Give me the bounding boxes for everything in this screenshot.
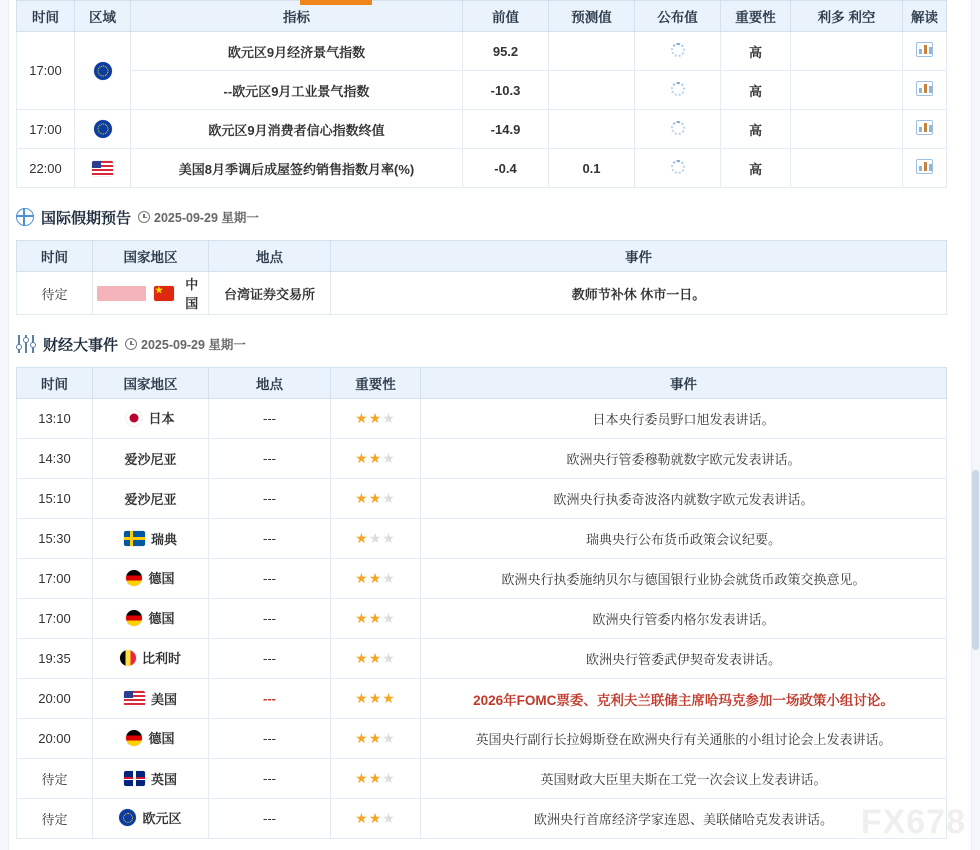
- cell-previous: -0.4: [463, 149, 549, 188]
- gb-flag-icon: [124, 771, 145, 786]
- cell-region: [75, 149, 131, 188]
- cell-place: ---: [209, 479, 331, 519]
- globe-icon: [16, 208, 34, 226]
- cell-place: ---: [209, 679, 331, 719]
- star-rating: ★★★: [355, 490, 396, 506]
- country-label: 爱沙尼亚: [124, 452, 177, 467]
- holiday-section: [16, 240, 946, 315]
- cell-time: 14:30: [17, 439, 93, 479]
- active-tab-accent-bar: [300, 0, 372, 5]
- cell-place: 台湾证券交易所: [209, 272, 331, 315]
- table-row[interactable]: [17, 679, 947, 719]
- loading-spinner-icon: [671, 160, 685, 174]
- table-row[interactable]: [17, 399, 947, 439]
- cell-previous: 95.2: [463, 32, 549, 71]
- clock-icon: [138, 211, 150, 223]
- loading-spinner-icon: [671, 82, 685, 96]
- cell-importance: 高: [721, 110, 791, 149]
- cell-published: [635, 110, 721, 149]
- chart-icon[interactable]: [916, 159, 933, 174]
- star-rating: ★★★: [355, 530, 396, 546]
- chart-icon[interactable]: [916, 120, 933, 135]
- country-label: 中国: [185, 277, 199, 311]
- col-indicator: 指标: [131, 1, 463, 32]
- cell-country: [93, 519, 209, 559]
- table-row[interactable]: [17, 799, 947, 839]
- cell-importance: [331, 439, 421, 479]
- loading-spinner-icon: [671, 121, 685, 135]
- cell-importance: [331, 519, 421, 559]
- cell-importance: [331, 759, 421, 799]
- cell-time: 19:35: [17, 639, 93, 679]
- cell-event: 教师节补休 休市一日。: [331, 272, 947, 315]
- cell-forecast: [549, 110, 635, 149]
- cell-importance: [331, 719, 421, 759]
- be-flag-icon: [120, 650, 136, 666]
- cell-place: ---: [209, 439, 331, 479]
- cell-importance: 高: [721, 71, 791, 110]
- cell-importance: [331, 479, 421, 519]
- cell-previous: -10.3: [463, 71, 549, 110]
- star-rating: ★★★: [355, 450, 396, 466]
- cell-time: 20:00: [17, 679, 93, 719]
- cell-country: [93, 272, 209, 315]
- star-rating: ★★★: [355, 690, 396, 706]
- cell-importance: 高: [721, 32, 791, 71]
- cell-region: [75, 110, 131, 149]
- table-row[interactable]: [17, 719, 947, 759]
- col-forecast: 预测值: [549, 1, 635, 32]
- table-row[interactable]: [17, 519, 947, 559]
- country-label: 比利时: [141, 651, 181, 667]
- cell-impact: [791, 110, 903, 149]
- cell-time: 22:00: [17, 149, 75, 188]
- cell-time: 待定: [17, 759, 93, 799]
- cell-event: 欧洲央行管委内格尔发表讲话。: [421, 599, 947, 639]
- events-table: [16, 367, 947, 839]
- cell-published: [635, 71, 721, 110]
- col-place: 地点: [209, 241, 331, 272]
- holiday-table: [16, 240, 947, 315]
- cell-importance: [331, 399, 421, 439]
- economic-calendar-section: [16, 0, 946, 188]
- cell-region: [75, 32, 131, 110]
- table-row[interactable]: [17, 639, 947, 679]
- cell-importance: [331, 599, 421, 639]
- country-label: 瑞典: [150, 531, 177, 547]
- cell-indicator[interactable]: --欧元区9月工业景气指数: [131, 71, 463, 110]
- cell-forecast: 0.1: [549, 149, 635, 188]
- country-label: 英国: [150, 771, 177, 787]
- col-region: 区域: [75, 1, 131, 32]
- cell-country: [93, 639, 209, 679]
- holiday-section-header: [16, 202, 980, 232]
- col-importance: 重要性: [331, 368, 421, 399]
- cell-impact: [791, 149, 903, 188]
- chart-icon[interactable]: [916, 81, 933, 96]
- cell-analysis[interactable]: [903, 149, 947, 188]
- country-label: 美国: [150, 691, 177, 707]
- cell-country: [93, 679, 209, 719]
- redaction-block: [97, 286, 146, 301]
- table-row[interactable]: [17, 599, 947, 639]
- cell-indicator[interactable]: 欧元区9月经济景气指数: [131, 32, 463, 71]
- cell-forecast: [549, 32, 635, 71]
- cell-place: ---: [209, 799, 331, 839]
- cell-country: [93, 559, 209, 599]
- left-scroll-rail: [0, 0, 9, 850]
- cell-importance: [331, 639, 421, 679]
- col-event: 事件: [421, 368, 947, 399]
- eu-flag-icon: [119, 809, 136, 826]
- cell-indicator[interactable]: 美国8月季调后成屋签约销售指数月率(%): [131, 149, 463, 188]
- country-label: 欧元区: [142, 811, 182, 826]
- cell-country: [93, 799, 209, 839]
- table-row[interactable]: [17, 479, 947, 519]
- eu-flag-icon: [94, 120, 112, 138]
- cell-event: 英国财政大臣里夫斯在工党一次会议上发表讲话。: [421, 759, 947, 799]
- cell-time: 17:00: [17, 599, 93, 639]
- country-label: 德国: [148, 731, 175, 747]
- de-flag-icon: [126, 610, 142, 626]
- table-header-row: [17, 1, 947, 32]
- country-label: 德国: [148, 611, 175, 627]
- cell-place: ---: [209, 559, 331, 599]
- cell-event: 欧洲央行首席经济学家连恩、美联储哈克发表讲话。: [421, 799, 947, 839]
- holiday-date-text: 2025-09-29 星期一: [154, 211, 259, 225]
- events-section-header: [16, 329, 980, 359]
- table-header-row: [17, 368, 947, 399]
- table-row[interactable]: [17, 272, 947, 315]
- col-published: 公布值: [635, 1, 721, 32]
- table-header-row: [17, 241, 947, 272]
- star-rating: ★★★: [355, 610, 396, 626]
- jp-flag-icon: [126, 410, 142, 426]
- cell-previous: -14.9: [463, 110, 549, 149]
- table-row[interactable]: [17, 71, 947, 110]
- chart-icon[interactable]: [916, 42, 933, 57]
- country-label: 日本: [148, 411, 175, 427]
- table-row[interactable]: [17, 32, 947, 71]
- col-analysis: 解读: [903, 1, 947, 32]
- economic-calendar-table: [16, 0, 947, 188]
- col-time: 时间: [17, 241, 93, 272]
- cell-event: 瑞典央行公布货币政策会议纪要。: [421, 519, 947, 559]
- cell-country: [93, 719, 209, 759]
- table-row[interactable]: [17, 439, 947, 479]
- cell-event: 日本央行委员野口旭发表讲话。: [421, 399, 947, 439]
- cell-event: 欧洲央行执委奇波洛内就数字欧元发表讲话。: [421, 479, 947, 519]
- cell-place: ---: [209, 599, 331, 639]
- cell-place: ---: [209, 719, 331, 759]
- star-rating: ★★★: [355, 770, 396, 786]
- cell-country: [93, 759, 209, 799]
- cell-importance: [331, 679, 421, 719]
- cell-event: 欧洲央行执委施纳贝尔与德国银行业协会就货币政策交换意见。: [421, 559, 947, 599]
- cell-country: [93, 439, 209, 479]
- right-scroll-rail[interactable]: [971, 0, 980, 850]
- us-flag-icon: [124, 691, 145, 706]
- cell-impact: [791, 32, 903, 71]
- cell-event: 欧洲央行管委武伊契奇发表讲话。: [421, 639, 947, 679]
- cell-place: ---: [209, 639, 331, 679]
- cell-event: 2026年FOMC票委、克利夫兰联储主席哈玛克参加一场政策小组讨论。: [421, 679, 947, 719]
- cn-flag-icon: [154, 286, 174, 301]
- col-country: 国家地区: [93, 241, 209, 272]
- sliders-icon: [16, 335, 36, 353]
- cell-place: ---: [209, 399, 331, 439]
- col-importance: 重要性: [721, 1, 791, 32]
- loading-spinner-icon: [671, 43, 685, 57]
- cell-published: [635, 32, 721, 71]
- table-row[interactable]: [17, 759, 947, 799]
- cell-country: [93, 399, 209, 439]
- scrollbar-thumb[interactable]: [972, 470, 979, 650]
- star-rating: ★★★: [355, 410, 396, 426]
- cell-analysis[interactable]: [903, 110, 947, 149]
- country-label: 爱沙尼亚: [124, 492, 177, 507]
- cell-indicator[interactable]: 欧元区9月消费者信心指数终值: [131, 110, 463, 149]
- cell-country: [93, 599, 209, 639]
- col-time: 时间: [17, 1, 75, 32]
- cell-forecast: [549, 71, 635, 110]
- cell-importance: 高: [721, 149, 791, 188]
- cell-time: 待定: [17, 799, 93, 839]
- cell-impact: [791, 71, 903, 110]
- cell-time: 13:10: [17, 399, 93, 439]
- col-previous: 前值: [463, 1, 549, 32]
- events-section: [16, 367, 946, 839]
- cell-time: 17:00: [17, 559, 93, 599]
- holiday-section-title: 国际假期预告: [41, 209, 132, 227]
- country-label: 德国: [148, 571, 175, 587]
- clock-icon: [125, 338, 137, 350]
- cell-time: 20:00: [17, 719, 93, 759]
- cell-time: 17:00: [17, 110, 75, 149]
- table-row[interactable]: [17, 149, 947, 188]
- table-row[interactable]: [17, 110, 947, 149]
- cell-place: ---: [209, 519, 331, 559]
- de-flag-icon: [126, 730, 142, 746]
- eu-flag-icon: [94, 62, 112, 80]
- holiday-section-date: [138, 208, 259, 226]
- col-country: 国家地区: [93, 368, 209, 399]
- star-rating: ★★★: [355, 570, 396, 586]
- events-section-date: [125, 335, 246, 353]
- cell-analysis[interactable]: [903, 32, 947, 71]
- col-impact: 利多 利空: [791, 1, 903, 32]
- star-rating: ★★★: [355, 650, 396, 666]
- us-flag-icon: [92, 161, 113, 176]
- events-section-title: 财经大事件: [43, 336, 119, 354]
- cell-importance: [331, 559, 421, 599]
- cell-country: [93, 479, 209, 519]
- cell-time: 17:00: [17, 32, 75, 110]
- cell-time: 待定: [17, 272, 93, 315]
- cell-importance: [331, 799, 421, 839]
- table-row[interactable]: [17, 559, 947, 599]
- cell-event: 英国央行副行长拉姆斯登在欧洲央行有关通胀的小组讨论会上发表讲话。: [421, 719, 947, 759]
- col-time: 时间: [17, 368, 93, 399]
- cell-analysis[interactable]: [903, 71, 947, 110]
- events-date-text: 2025-09-29 星期一: [141, 338, 246, 352]
- cell-published: [635, 149, 721, 188]
- se-flag-icon: [124, 531, 145, 546]
- cell-time: 15:30: [17, 519, 93, 559]
- cell-place: ---: [209, 759, 331, 799]
- star-rating: ★★★: [355, 730, 396, 746]
- site-watermark: FX678: [860, 803, 966, 841]
- cell-event: 欧洲央行管委穆勒就数字欧元发表讲话。: [421, 439, 947, 479]
- de-flag-icon: [126, 570, 142, 586]
- col-place: 地点: [209, 368, 331, 399]
- col-event: 事件: [331, 241, 947, 272]
- cell-time: 15:10: [17, 479, 93, 519]
- star-rating: ★★★: [355, 810, 396, 826]
